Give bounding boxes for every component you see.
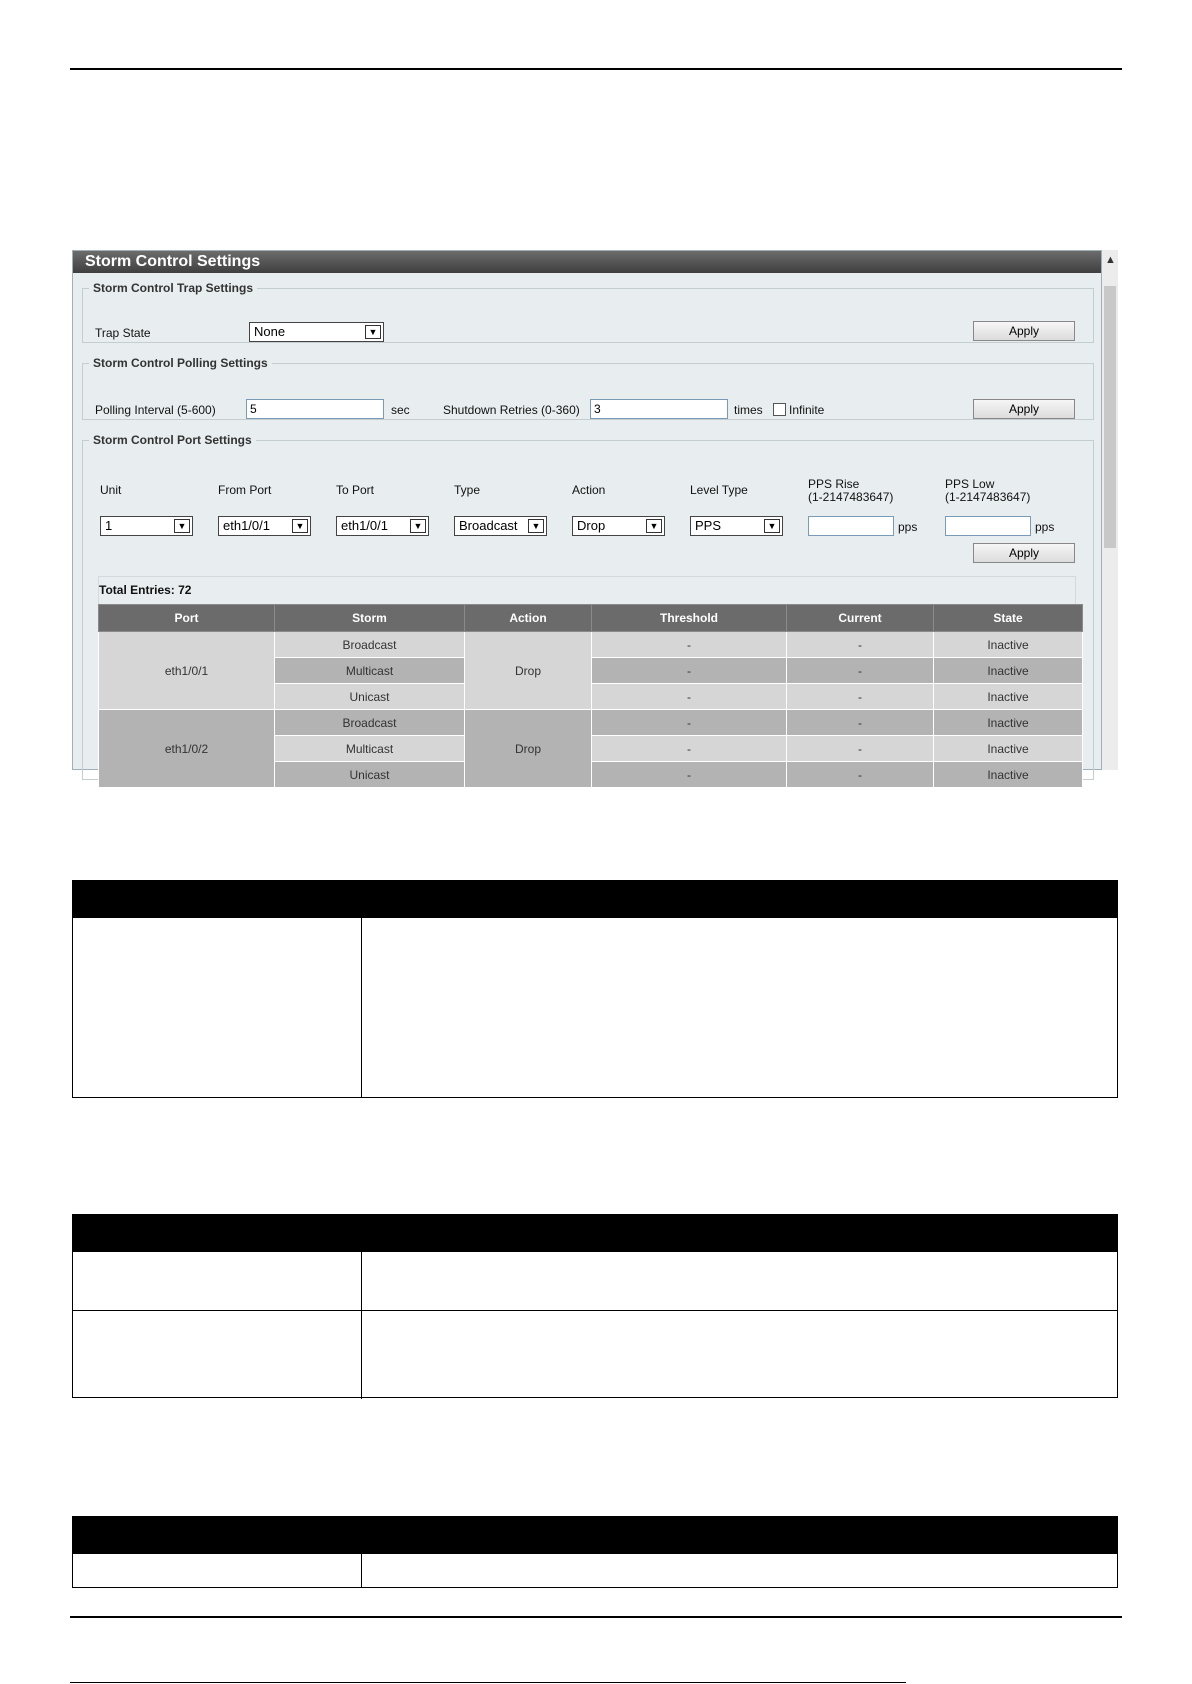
trap-state-label: Trap State (95, 326, 151, 340)
level-type-label: Level Type (690, 483, 748, 497)
unit-value: 1 (105, 518, 113, 533)
current-cell: - (787, 684, 934, 710)
infinite-label: Infinite (789, 403, 825, 417)
type-select[interactable] (454, 516, 547, 536)
polling-interval-label: Polling Interval (5-600) (95, 403, 216, 417)
trap-state-value: None (254, 324, 286, 339)
table-row (73, 1251, 1117, 1310)
header-state: State (934, 605, 1083, 632)
unit-select[interactable] (100, 516, 193, 536)
table-row (99, 632, 1083, 658)
table-row (99, 710, 1083, 736)
column-divider (361, 918, 362, 1098)
table-header-bar (73, 1517, 1117, 1553)
chevron-down-icon: ▼ (528, 519, 544, 533)
to-port-value: eth1/0/1 (341, 518, 388, 533)
storm-cell: Unicast (275, 762, 465, 788)
storm-cell: Unicast (275, 684, 465, 710)
port-cell: eth1/0/2 (99, 710, 275, 788)
threshold-cell: - (592, 632, 787, 658)
to-port-select[interactable] (336, 516, 429, 536)
pps-rise-unit: pps (898, 520, 918, 534)
storm-cell: Broadcast (275, 710, 465, 736)
header-threshold: Threshold (592, 605, 787, 632)
table-row (73, 917, 1117, 1098)
level-type-select[interactable] (690, 516, 783, 536)
storm-cell: Multicast (275, 736, 465, 762)
threshold-cell: - (592, 658, 787, 684)
chevron-down-icon: ▼ (646, 519, 662, 533)
storm-table (98, 604, 1083, 788)
table-header-bar (73, 881, 1117, 917)
pps-low-label: PPS Low (945, 477, 995, 491)
pps-low-range: (1-2147483647) (945, 490, 1031, 504)
from-port-select[interactable] (218, 516, 311, 536)
table-row (73, 1310, 1117, 1399)
state-cell: Inactive (934, 710, 1083, 736)
column-divider (361, 1252, 362, 1310)
chevron-down-icon: ▼ (174, 519, 190, 533)
port-cell: eth1/0/1 (99, 632, 275, 710)
level-type-value: PPS (695, 518, 722, 533)
polling-settings-legend: Storm Control Polling Settings (93, 356, 268, 370)
trap-state-select[interactable] (249, 322, 384, 342)
shutdown-retries-label: Shutdown Retries (0-360) (443, 403, 580, 417)
polling-interval-input[interactable]: 5 (246, 399, 384, 419)
state-cell: Inactive (934, 632, 1083, 658)
action-cell: Drop (465, 710, 592, 788)
state-cell: Inactive (934, 684, 1083, 710)
table-header-bar (73, 1215, 1117, 1251)
threshold-cell: - (592, 684, 787, 710)
current-cell: - (787, 710, 934, 736)
header-storm: Storm (275, 605, 465, 632)
parameter-table-3 (72, 1516, 1118, 1588)
chevron-up-icon[interactable]: ▲ (1105, 254, 1116, 266)
trap-apply-button[interactable]: Apply (973, 321, 1075, 341)
trap-settings-legend: Storm Control Trap Settings (93, 281, 254, 295)
pps-rise-input[interactable] (808, 516, 894, 536)
to-port-label: To Port (336, 483, 375, 497)
shutdown-retries-unit: times (734, 403, 763, 417)
current-cell: - (787, 736, 934, 762)
top-rule (70, 68, 1122, 70)
parameter-table-1 (72, 880, 1118, 1098)
table-row (73, 1553, 1117, 1588)
column-divider (361, 1554, 362, 1588)
header-current: Current (787, 605, 934, 632)
chevron-down-icon: ▼ (764, 519, 780, 533)
action-value: Drop (577, 518, 606, 533)
threshold-cell: - (592, 736, 787, 762)
current-cell: - (787, 762, 934, 788)
storm-cell: Multicast (275, 658, 465, 684)
current-cell: - (787, 632, 934, 658)
type-label: Type (454, 483, 481, 497)
port-settings-legend: Storm Control Port Settings (93, 433, 252, 447)
panel-title: Storm Control Settings (73, 251, 1101, 273)
threshold-cell: - (592, 762, 787, 788)
chevron-down-icon: ▼ (410, 519, 426, 533)
current-cell: - (787, 658, 934, 684)
state-cell: Inactive (934, 658, 1083, 684)
parameter-table-2 (72, 1214, 1118, 1398)
scrollbar-thumb[interactable] (1104, 286, 1116, 548)
shutdown-retries-input[interactable]: 3 (590, 399, 728, 419)
chevron-down-icon: ▼ (365, 325, 381, 339)
pps-rise-label: PPS Rise (808, 477, 860, 491)
polling-settings-group (82, 356, 1094, 420)
footer-rule (70, 1682, 906, 1683)
type-value: Broadcast (459, 518, 518, 533)
storm-cell: Broadcast (275, 632, 465, 658)
unit-label: Unit (100, 483, 122, 497)
from-port-label: From Port (218, 483, 272, 497)
pps-low-unit: pps (1035, 520, 1055, 534)
action-select[interactable] (572, 516, 665, 536)
pps-low-input[interactable] (945, 516, 1031, 536)
polling-interval-unit: sec (391, 403, 410, 417)
vertical-scrollbar[interactable] (1102, 250, 1118, 770)
state-cell: Inactive (934, 762, 1083, 788)
total-entries: Total Entries: 72 (99, 583, 192, 597)
action-cell: Drop (465, 632, 592, 710)
action-label: Action (572, 483, 606, 497)
from-port-value: eth1/0/1 (223, 518, 270, 533)
trap-settings-group (82, 281, 1094, 343)
port-apply-button[interactable]: Apply (973, 543, 1075, 563)
storm-control-screenshot (72, 250, 1118, 782)
threshold-cell: - (592, 710, 787, 736)
header-action: Action (465, 605, 592, 632)
state-cell: Inactive (934, 736, 1083, 762)
pps-rise-range: (1-2147483647) (808, 490, 894, 504)
chevron-down-icon: ▼ (292, 519, 308, 533)
table-header-row (99, 605, 1083, 632)
storm-control-panel (72, 250, 1102, 782)
header-port: Port (99, 605, 275, 632)
polling-apply-button[interactable]: Apply (973, 399, 1075, 419)
bottom-rule (70, 1616, 1122, 1618)
column-divider (361, 1311, 362, 1399)
infinite-checkbox[interactable] (773, 403, 786, 416)
